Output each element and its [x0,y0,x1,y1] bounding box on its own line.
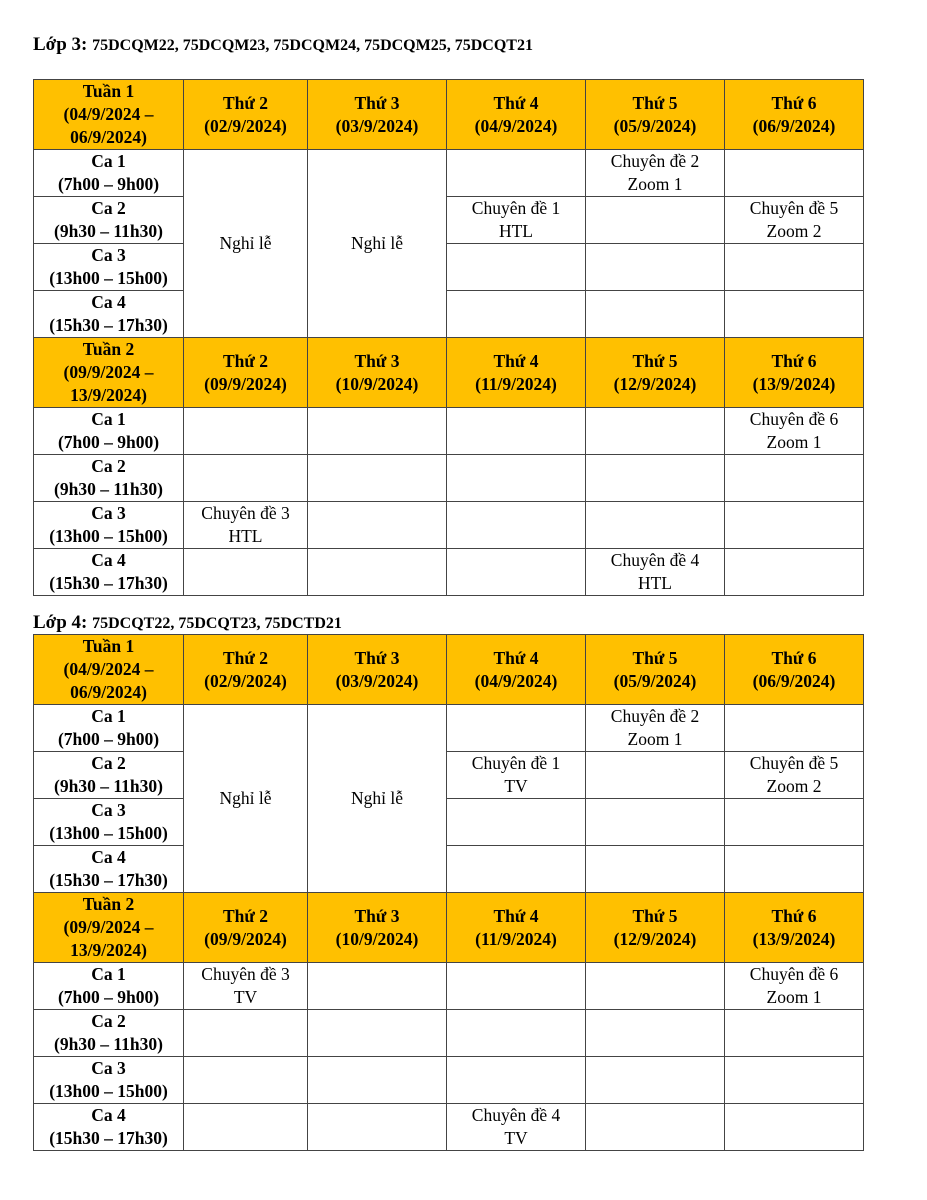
shift-cell [34,799,184,846]
topic-name: Chuyên đề 4 [610,550,700,570]
shift-row [34,244,864,291]
day-name: Thứ 4 [493,905,539,926]
schedule-cell [725,244,864,291]
topic-name: Chuyên đề 6 [749,409,839,429]
holiday-cell: Nghỉ lễ [308,150,447,338]
day-header [308,635,447,705]
shift-name: Ca 3 [91,503,126,523]
shift-cell [34,1104,184,1151]
schedule-cell [447,705,586,752]
schedule-cell [447,1010,586,1057]
day-header [447,635,586,705]
schedule-cell [184,1057,308,1104]
schedule-cell [725,502,864,549]
week-header-row [34,635,864,705]
week-cell [34,80,184,150]
week-line: (04/9/2024 – [63,104,154,124]
schedule-cell [725,846,864,893]
day-header [586,635,725,705]
week-line: (04/9/2024 – [63,659,154,679]
shift-time: (9h30 – 11h30) [54,1034,163,1054]
holiday-cell: Nghỉ lễ [184,705,308,893]
section-class-codes: 75DCQM22, 75DCQM23, 75DCQM24, 75DCQM25, 75DCQT21 [92,37,533,54]
shift-row [34,197,864,244]
week-header-row [34,338,864,408]
day-name: Thứ 5 [632,92,678,113]
schedule-cell [725,799,864,846]
topic-name: Chuyên đề 4 [471,1105,561,1125]
schedule-table-lop-4 [33,634,864,1151]
schedule-cell [308,1010,447,1057]
shift-row [34,549,864,596]
schedule-cell [184,455,308,502]
shift-name: Ca 4 [91,847,126,867]
schedule-cell [308,963,447,1010]
schedule-cell [586,291,725,338]
shift-row [34,291,864,338]
day-date: (05/9/2024) [613,115,697,136]
shift-time: (13h00 – 15h00) [49,268,168,288]
schedule-cell [586,752,725,799]
day-date: (13/9/2024) [752,373,836,394]
day-name: Thứ 2 [222,350,269,371]
day-date: (03/9/2024) [335,115,419,136]
day-header [184,635,308,705]
day-name: Thứ 5 [632,905,678,926]
day-date: (10/9/2024) [335,928,419,949]
schedule-cell [725,408,864,455]
schedule-cell [308,502,447,549]
shift-row [34,1010,864,1057]
shift-row [34,752,864,799]
week-line: Tuần 1 [82,81,135,101]
day-header [308,80,447,150]
shift-cell [34,1010,184,1057]
day-date: (05/9/2024) [613,670,697,691]
day-name: Thứ 6 [771,905,817,926]
shift-time: (13h00 – 15h00) [49,823,168,843]
day-name: Thứ 2 [222,905,269,926]
shift-cell [34,752,184,799]
schedule-table-lop-3 [33,79,864,596]
schedule-cell [447,549,586,596]
shift-cell [34,291,184,338]
day-date: (11/9/2024) [475,373,557,394]
day-header [447,893,586,963]
shift-row [34,705,864,752]
shift-name: Ca 2 [91,198,126,218]
schedule-cell [184,1104,308,1151]
topic-name: Chuyên đề 2 [610,706,700,726]
shift-cell [34,150,184,197]
week-cell [34,338,184,408]
schedule-cell [586,549,725,596]
day-header [725,80,864,150]
topic-location: TV [233,987,258,1007]
schedule-cell [725,150,864,197]
topic-name: Chuyên đề 1 [471,753,561,773]
schedule-cell [586,408,725,455]
shift-cell [34,705,184,752]
schedule-cell [184,502,308,549]
day-header [184,338,308,408]
day-header [184,80,308,150]
day-name: Thứ 6 [771,350,817,371]
shift-cell [34,549,184,596]
shift-name: Ca 4 [91,550,126,570]
day-header [725,338,864,408]
shift-name: Ca 1 [91,409,126,429]
week-line: 13/9/2024) [70,940,147,960]
day-date: (13/9/2024) [752,928,836,949]
day-name: Thứ 3 [354,905,400,926]
schedule-cell [725,1104,864,1151]
shift-time: (7h00 – 9h00) [57,432,160,452]
topic-location: Zoom 1 [627,174,683,194]
week-line: 06/9/2024) [70,127,147,147]
topic-location: HTL [228,526,263,546]
day-name: Thứ 4 [493,92,539,113]
schedule-cell [586,799,725,846]
day-name: Thứ 3 [354,647,400,668]
schedule-cell [586,963,725,1010]
schedule-cell [447,1057,586,1104]
shift-time: (15h30 – 17h30) [49,573,168,593]
day-date: (03/9/2024) [335,670,419,691]
topic-location: Zoom 1 [766,432,822,452]
schedule-cell [725,549,864,596]
topic-location: Zoom 2 [766,776,822,796]
schedule-cell [586,705,725,752]
topic-name: Chuyên đề 3 [201,964,290,984]
section-heading-lop-3 [33,34,533,56]
shift-time: (15h30 – 17h30) [49,1128,168,1148]
day-name: Thứ 4 [493,647,539,668]
week-line: (09/9/2024 – [63,362,154,382]
shift-cell [34,1057,184,1104]
section-label: Lớp 4: [33,612,88,633]
shift-name: Ca 3 [91,245,126,265]
shift-cell [34,455,184,502]
day-name: Thứ 4 [493,350,539,371]
schedule-cell [586,455,725,502]
topic-location: Zoom 1 [766,987,822,1007]
day-date: (09/9/2024) [204,373,287,394]
schedule-cell [725,752,864,799]
shift-row [34,1104,864,1151]
topic-name: Chuyên đề 5 [749,753,839,773]
day-header [586,338,725,408]
day-date: (04/9/2024) [474,670,558,691]
shift-row [34,1057,864,1104]
schedule-cell [725,705,864,752]
shift-time: (9h30 – 11h30) [54,479,163,499]
day-name: Thứ 2 [222,92,269,113]
day-header [725,893,864,963]
schedule-cell [447,244,586,291]
shift-time: (9h30 – 11h30) [54,776,163,796]
shift-name: Ca 4 [91,1105,126,1125]
shift-row [34,502,864,549]
shift-name: Ca 3 [91,1058,126,1078]
shift-cell [34,502,184,549]
shift-time: (7h00 – 9h00) [57,987,160,1007]
schedule-cell [586,1057,725,1104]
schedule-cell [586,1010,725,1057]
week-cell [34,893,184,963]
shift-row [34,846,864,893]
schedule-cell [184,963,308,1010]
shift-name: Ca 1 [91,964,126,984]
day-date: (12/9/2024) [613,928,697,949]
shift-time: (15h30 – 17h30) [49,315,168,335]
schedule-cell [184,549,308,596]
day-date: (02/9/2024) [204,670,287,691]
section-label: Lớp 3: [33,34,88,55]
topic-name: Chuyên đề 5 [749,198,839,218]
day-date: (12/9/2024) [613,373,697,394]
topic-name: Chuyên đề 2 [610,151,700,171]
schedule-cell [725,455,864,502]
day-name: Thứ 6 [771,92,817,113]
shift-name: Ca 1 [91,706,126,726]
topic-location: TV [504,776,528,796]
day-header [447,338,586,408]
schedule-cell [447,846,586,893]
schedule-cell [447,963,586,1010]
week-cell [34,635,184,705]
day-date: (10/9/2024) [335,373,419,394]
topic-location: HTL [637,573,673,593]
shift-time: (7h00 – 9h00) [57,174,160,194]
schedule-cell [725,197,864,244]
schedule-cell [447,752,586,799]
shift-name: Ca 2 [91,1011,126,1031]
week-header-row [34,80,864,150]
schedule-cell [586,197,725,244]
shift-time: (9h30 – 11h30) [54,221,163,241]
topic-name: Chuyên đề 1 [471,198,561,218]
day-date: (09/9/2024) [204,928,287,949]
schedule-cell [725,1057,864,1104]
day-header [586,893,725,963]
day-header [725,635,864,705]
shift-row [34,408,864,455]
shift-row [34,455,864,502]
shift-time: (13h00 – 15h00) [49,1081,168,1101]
holiday-cell: Nghỉ lễ [308,705,447,893]
schedule-cell [308,1104,447,1151]
week-line: 06/9/2024) [70,682,147,702]
schedule-cell [184,1010,308,1057]
shift-name: Ca 2 [91,753,126,773]
day-header [184,893,308,963]
schedule-cell [725,291,864,338]
schedule-cell [447,291,586,338]
shift-cell [34,197,184,244]
day-date: (06/9/2024) [752,115,836,136]
schedule-cell [447,197,586,244]
schedule-cell [308,455,447,502]
schedule-cell [184,408,308,455]
week-line: Tuần 1 [82,636,135,656]
day-name: Thứ 6 [771,647,817,668]
section-class-codes: 75DCQT22, 75DCQT23, 75DCTD21 [92,615,342,632]
day-name: Thứ 3 [354,350,400,371]
shift-row [34,963,864,1010]
day-date: (02/9/2024) [204,115,287,136]
section-heading-lop-4 [33,612,342,634]
shift-cell [34,846,184,893]
week-line: 13/9/2024) [70,385,147,405]
day-header [447,80,586,150]
topic-location: Zoom 2 [766,221,822,241]
week-line: Tuần 2 [82,339,135,359]
day-name: Thứ 5 [632,350,678,371]
shift-row [34,799,864,846]
day-name: Thứ 2 [222,647,269,668]
schedule-cell [447,502,586,549]
schedule-cell [586,502,725,549]
topic-location: HTL [498,221,534,241]
schedule-cell [447,455,586,502]
schedule-cell [586,150,725,197]
holiday-cell: Nghỉ lễ [184,150,308,338]
shift-name: Ca 3 [91,800,126,820]
schedule-cell [586,846,725,893]
week-line: (09/9/2024 – [63,917,154,937]
week-header-row [34,893,864,963]
schedule-cell [447,150,586,197]
schedule-cell [447,799,586,846]
shift-cell [34,408,184,455]
topic-location: Zoom 1 [627,729,683,749]
shift-name: Ca 1 [91,151,126,171]
day-header [586,80,725,150]
topic-name: Chuyên đề 3 [201,503,290,523]
shift-row [34,150,864,197]
day-name: Thứ 3 [354,92,400,113]
shift-cell [34,244,184,291]
schedule-cell [447,408,586,455]
schedule-cell [586,1104,725,1151]
schedule-cell [586,244,725,291]
shift-time: (13h00 – 15h00) [49,526,168,546]
schedule-cell [308,549,447,596]
week-line: Tuần 2 [82,894,135,914]
schedule-cell [308,1057,447,1104]
day-header [308,893,447,963]
shift-name: Ca 4 [91,292,126,312]
schedule-cell [725,1010,864,1057]
shift-name: Ca 2 [91,456,126,476]
schedule-cell [725,963,864,1010]
topic-location: TV [504,1128,528,1148]
shift-cell [34,963,184,1010]
schedule-cell [308,408,447,455]
schedule-cell [447,1104,586,1151]
day-date: (06/9/2024) [752,670,836,691]
day-date: (11/9/2024) [475,928,557,949]
shift-time: (15h30 – 17h30) [49,870,168,890]
topic-name: Chuyên đề 6 [749,964,839,984]
day-name: Thứ 5 [632,647,678,668]
day-header [308,338,447,408]
shift-time: (7h00 – 9h00) [57,729,160,749]
day-date: (04/9/2024) [474,115,558,136]
